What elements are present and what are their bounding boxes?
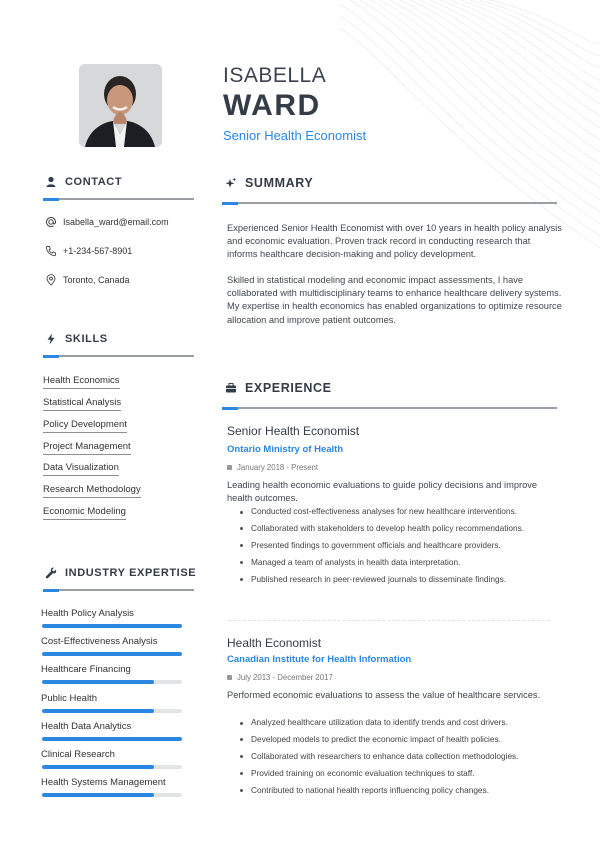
expertise-level-fill bbox=[42, 652, 182, 656]
at-icon bbox=[45, 216, 57, 228]
expertise-level-fill bbox=[42, 709, 154, 713]
expertise-label: Healthcare Financing bbox=[41, 664, 131, 676]
expertise-level-fill bbox=[42, 737, 182, 741]
expertise-level-bar bbox=[42, 793, 182, 797]
expertise-label: Cost-Effectiveness Analysis bbox=[41, 636, 158, 648]
summary-heading-text: SUMMARY bbox=[245, 176, 314, 190]
profile-photo bbox=[79, 64, 162, 147]
job-company: Canadian Institute for Health Information bbox=[227, 654, 412, 665]
job-bullet: Developed models to predict the economic impact of health policies. bbox=[240, 734, 558, 745]
expertise-level-bar bbox=[42, 652, 182, 656]
expertise-level-bar bbox=[42, 709, 182, 713]
contact-location bbox=[45, 274, 130, 286]
skill-item: Economic Modeling bbox=[43, 506, 126, 520]
job-bullet: Conducted cost-effectiveness analyses for new healthcare interventions. bbox=[240, 506, 558, 517]
expertise-label: Clinical Research bbox=[41, 749, 115, 760]
expertise-level-fill bbox=[42, 624, 182, 628]
contact-heading-divider bbox=[43, 198, 194, 200]
experience-heading-divider bbox=[222, 407, 557, 409]
contact-phone[interactable] bbox=[45, 245, 132, 257]
expertise-level-bar bbox=[42, 765, 182, 769]
job-bullet: Collaborated with researchers to enhance data collection methodologies. bbox=[240, 751, 558, 762]
expertise-level-bar bbox=[42, 737, 182, 741]
expertise-label: Health Policy Analysis bbox=[41, 608, 134, 619]
expertise-level-fill bbox=[42, 680, 154, 684]
expertise-heading-divider bbox=[43, 589, 194, 591]
expertise-level-bar bbox=[42, 624, 182, 628]
expertise-label: Health Systems Management bbox=[41, 777, 166, 789]
bolt-icon bbox=[45, 333, 57, 345]
summary-heading-divider bbox=[222, 202, 557, 204]
expertise-heading bbox=[45, 567, 196, 579]
expertise-label: Public Health bbox=[41, 692, 97, 704]
job-dates bbox=[227, 463, 318, 472]
last-name: WARD bbox=[223, 89, 321, 122]
job-description: Performed economic evaluations to assess the value of healthcare services. bbox=[227, 690, 541, 700]
expertise-heading-text: INDUSTRY EXPERTISE bbox=[65, 567, 197, 579]
contact-email-text: Isabella_ward@email.com bbox=[63, 217, 169, 227]
calendar-icon bbox=[227, 675, 232, 680]
job-divider bbox=[228, 620, 550, 621]
expertise-level-fill bbox=[42, 765, 154, 769]
briefcase-icon bbox=[225, 382, 237, 394]
phone-icon bbox=[45, 245, 57, 257]
contact-heading-text: CONTACT bbox=[65, 176, 123, 188]
job-bullets bbox=[240, 717, 558, 801]
first-name: ISABELLA bbox=[223, 64, 327, 87]
job-bullet: Analyzed healthcare utilization data to identify trends and cost drivers. bbox=[240, 717, 558, 728]
job-description: Leading health economic evaluations to guide policy decisions and improve health outcomes. bbox=[227, 480, 538, 503]
job-bullet: Provided training on economic evaluation techniques to staff. bbox=[240, 768, 558, 779]
skills-heading-divider bbox=[43, 355, 194, 357]
summary-text bbox=[227, 222, 562, 327]
skill-item: Data Visualization bbox=[43, 462, 119, 476]
expertise-label: Health Data Analytics bbox=[41, 720, 132, 732]
skill-item: Research Methodology bbox=[43, 484, 141, 498]
contact-phone-text: +1-234-567-8901 bbox=[63, 246, 133, 256]
skill-item: Statistical Analysis bbox=[43, 397, 121, 411]
contact-heading bbox=[45, 176, 122, 188]
location-pin-icon bbox=[45, 274, 57, 286]
expertise-level-fill bbox=[42, 793, 154, 797]
job-bullet: Presented findings to government officials and healthcare providers. bbox=[240, 540, 558, 551]
job-company: Ontario Ministry of Health bbox=[227, 444, 344, 455]
calendar-icon bbox=[227, 465, 232, 470]
skill-item: Policy Development bbox=[43, 419, 127, 433]
wrench-icon bbox=[45, 567, 57, 579]
summary-paragraph: Skilled in statistical modeling and economic impact assessments, I have collaborated with multidisciplinary teams to enhance healthcare delivery systems. My expertise in health economics has enabled organizations to optimize resource allocation and improve patient outcomes. bbox=[227, 275, 562, 325]
job-dates-text: July 2013 - December 2017 bbox=[237, 673, 333, 682]
expertise-level-bar bbox=[42, 680, 182, 684]
skill-item: Health Economics bbox=[43, 375, 120, 389]
job-bullets bbox=[240, 506, 558, 590]
job-dates-text: January 2018 - Present bbox=[237, 463, 319, 472]
job-bullet: Collaborated with stakeholders to develop health policy recommendations. bbox=[240, 523, 558, 534]
background-wave-pattern bbox=[340, 0, 600, 260]
contact-location-text: Toronto, Canada bbox=[63, 275, 130, 285]
summary-paragraph: Experienced Senior Health Economist with over 10 years in health policy analysis and economic evaluation. Proven track record in conducting research that informs healthcare decision-making and policy development. bbox=[227, 223, 562, 260]
experience-heading bbox=[225, 381, 332, 395]
sparkle-icon bbox=[225, 177, 237, 189]
user-icon bbox=[45, 176, 57, 188]
job-role: Health Economist bbox=[227, 636, 322, 650]
skills-heading bbox=[45, 333, 108, 345]
job-dates bbox=[227, 673, 333, 682]
job-bullet: Contributed to national health reports influencing policy changes. bbox=[240, 785, 558, 796]
experience-heading-text: EXPERIENCE bbox=[245, 381, 332, 395]
job-role: Senior Health Economist bbox=[227, 424, 360, 438]
contact-email[interactable] bbox=[45, 216, 169, 228]
summary-heading bbox=[225, 176, 313, 190]
skill-item: Project Management bbox=[43, 441, 131, 455]
job-bullet: Managed a team of analysts in health data interpretation. bbox=[240, 557, 558, 568]
job-title: Senior Health Economist bbox=[223, 128, 367, 143]
job-bullet: Published research in peer-reviewed journals to disseminate findings. bbox=[240, 574, 558, 585]
skills-heading-text: SKILLS bbox=[65, 333, 108, 345]
